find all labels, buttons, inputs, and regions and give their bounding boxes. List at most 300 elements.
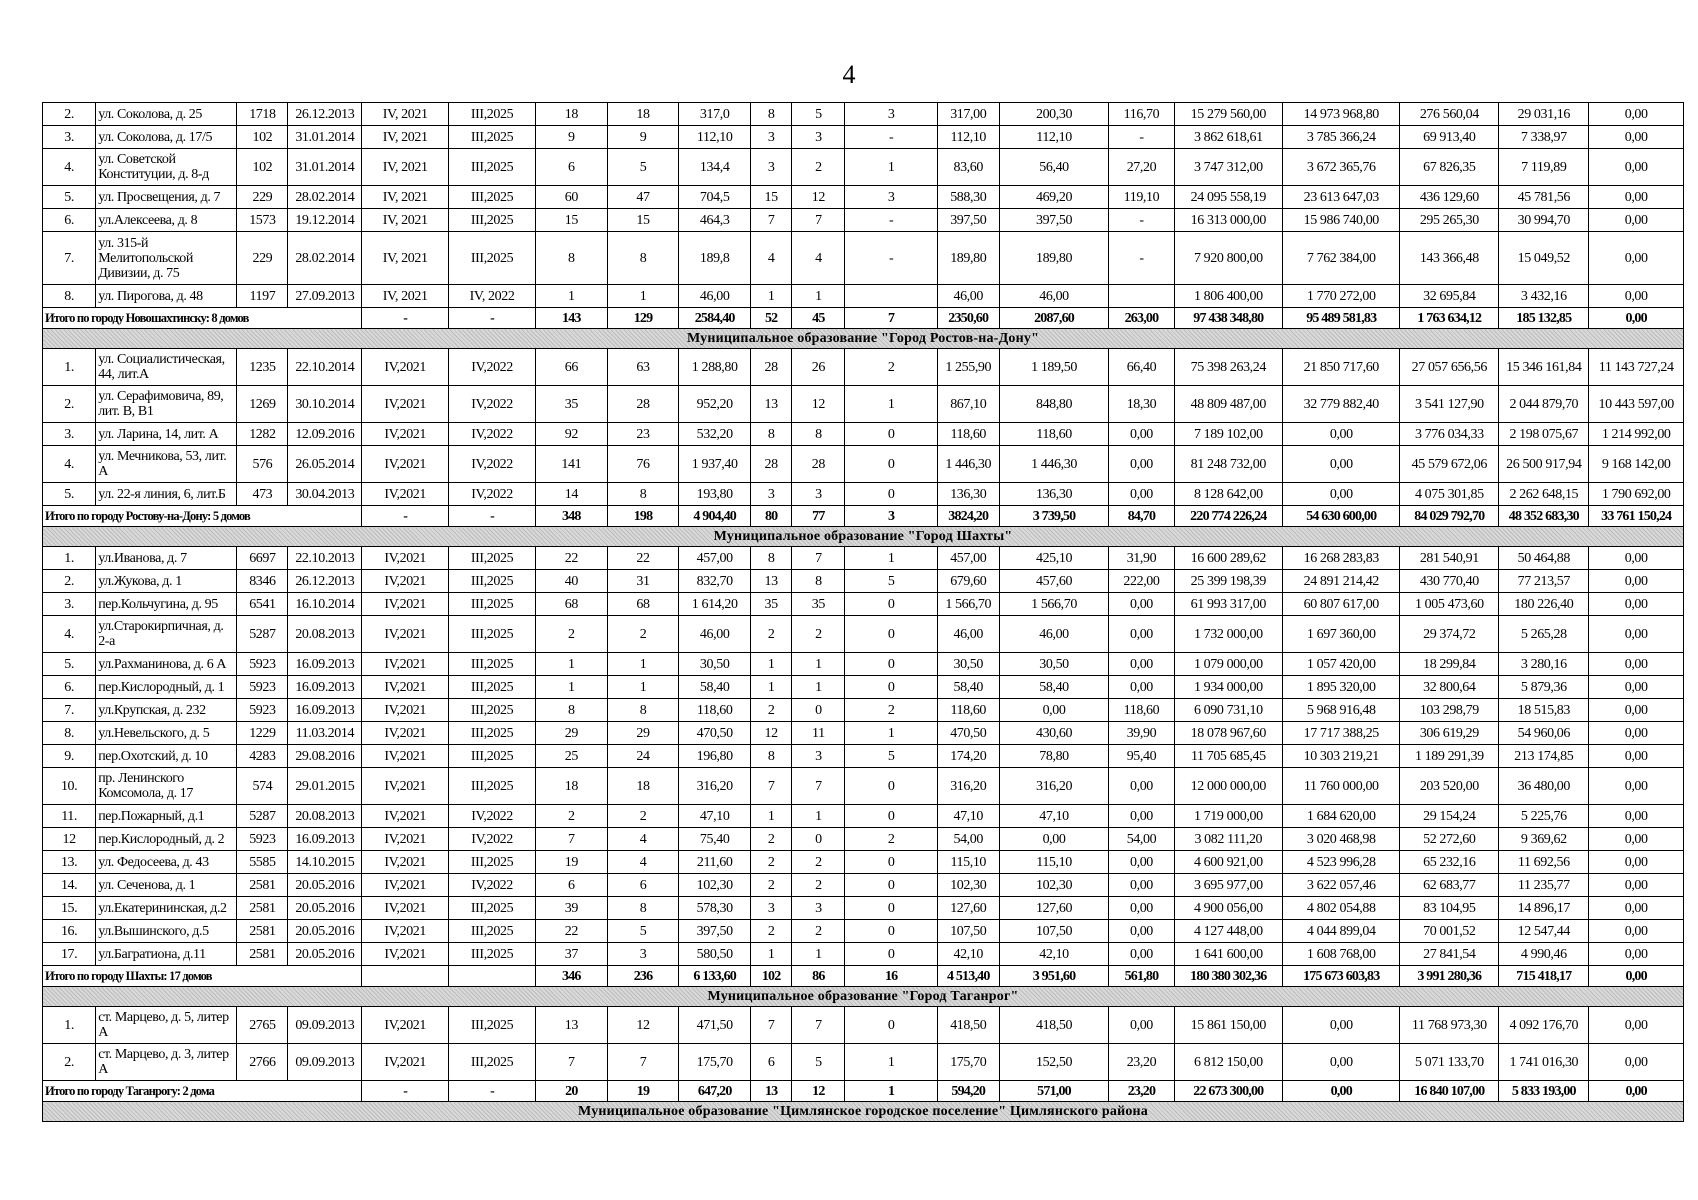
table-cell: 4.: [43, 149, 96, 186]
table-cell: 222,00: [1109, 570, 1174, 593]
address-cell: ул.Багратиона, д.11: [96, 943, 237, 966]
table-cell: 1 732 000,00: [1174, 616, 1283, 653]
table-cell: 0,00: [1589, 699, 1684, 722]
table-cell: 12 547,44: [1499, 920, 1589, 943]
table-cell: 29 374,72: [1400, 616, 1499, 653]
table-cell: 1: [792, 943, 845, 966]
table-cell: -: [845, 232, 937, 285]
table-cell: 112,10: [937, 126, 999, 149]
section-header-row: [43, 527, 1684, 547]
table-cell: 11 692,56: [1499, 851, 1589, 874]
table-cell: 2: [536, 805, 608, 828]
total-cell: 16 840 107,00: [1400, 1081, 1499, 1102]
table-cell: 16.09.2013: [288, 828, 362, 851]
table-cell: 2.: [43, 570, 96, 593]
table-cell: 18: [536, 103, 608, 126]
table-cell: 3 862 618,61: [1174, 126, 1283, 149]
table-cell: 36 480,00: [1499, 768, 1589, 805]
table-cell: 5 265,28: [1499, 616, 1589, 653]
table-cell: 1 641 600,00: [1174, 943, 1283, 966]
table-cell: 4: [607, 851, 679, 874]
table-cell: 28: [792, 446, 845, 483]
table-cell: 1: [845, 547, 937, 570]
address-cell: ст. Марцево, д. 3, литер А: [96, 1044, 237, 1081]
table-cell: 09.09.2013: [288, 1044, 362, 1081]
total-cell: 220 774 226,24: [1174, 506, 1283, 527]
table-cell: 16 313 000,00: [1174, 209, 1283, 232]
table-cell: 9.: [43, 745, 96, 768]
table-cell: 2: [751, 920, 792, 943]
table-cell: 54 960,06: [1499, 722, 1589, 745]
table-cell: 4 600 921,00: [1174, 851, 1283, 874]
table-cell: 6.: [43, 209, 96, 232]
table-row: [43, 593, 1684, 616]
table-cell: 175,70: [937, 1044, 999, 1081]
table-cell: 17 717 388,25: [1283, 722, 1400, 745]
table-cell: 5585: [237, 851, 288, 874]
address-cell: пр. Ленинского Комсомола, д. 17: [96, 768, 237, 805]
table-cell: 1 719 000,00: [1174, 805, 1283, 828]
table-cell: 2: [751, 874, 792, 897]
table-cell: 7: [751, 1007, 792, 1044]
table-cell: 12: [43, 828, 96, 851]
table-cell: III,2025: [449, 570, 536, 593]
table-cell: 5287: [237, 805, 288, 828]
table-cell: 5287: [237, 616, 288, 653]
table-cell: 30 994,70: [1499, 209, 1589, 232]
table-cell: 81 248 732,00: [1174, 446, 1283, 483]
address-cell: пер.Пожарный, д.1: [96, 805, 237, 828]
table-cell: III,2025: [449, 103, 536, 126]
address-cell: ул.Крупская, д. 232: [96, 699, 237, 722]
table-cell: 425,10: [999, 547, 1109, 570]
table-cell: 0,00: [1109, 593, 1174, 616]
total-row: [43, 1081, 1684, 1102]
table-cell: IV,2021: [362, 828, 449, 851]
total-cell: 0,00: [1589, 1081, 1684, 1102]
table-cell: 46,00: [999, 285, 1109, 308]
table-cell: 3 785 366,24: [1283, 126, 1400, 149]
total-cell: 54 630 600,00: [1283, 506, 1400, 527]
table-cell: 8: [607, 699, 679, 722]
table-cell: 09.09.2013: [288, 1007, 362, 1044]
address-cell: ул.Иванова, д. 7: [96, 547, 237, 570]
table-cell: 4: [792, 232, 845, 285]
table-row: [43, 805, 1684, 828]
table-cell: 7 189 102,00: [1174, 423, 1283, 446]
table-cell: 2: [751, 828, 792, 851]
table-cell: IV,2021: [362, 722, 449, 745]
table-cell: 14: [536, 483, 608, 506]
table-cell: IV,2021: [362, 676, 449, 699]
table-cell: 848,80: [999, 386, 1109, 423]
table-cell: 0,00: [1589, 768, 1684, 805]
address-cell: ул. 315-й Мелитопольской Дивизии, д. 75: [96, 232, 237, 285]
table-cell: 4: [607, 828, 679, 851]
table-cell: IV,2022: [449, 483, 536, 506]
table-cell: 26 500 917,94: [1499, 446, 1589, 483]
table-cell: 77 213,57: [1499, 570, 1589, 593]
table-cell: IV,2021: [362, 570, 449, 593]
table-cell: 75 398 263,24: [1174, 349, 1283, 386]
table-cell: IV, 2021: [362, 209, 449, 232]
table-cell: 4 523 996,28: [1283, 851, 1400, 874]
table-row: [43, 149, 1684, 186]
table-cell: 1: [845, 722, 937, 745]
table-cell: 1: [845, 1044, 937, 1081]
table-cell: 0,00: [1589, 943, 1684, 966]
total-cell: 52: [751, 308, 792, 329]
table-cell: 5 968 916,48: [1283, 699, 1400, 722]
table-cell: 8346: [237, 570, 288, 593]
total-cell: 12: [792, 1081, 845, 1102]
table-cell: III,2025: [449, 653, 536, 676]
table-cell: 12.09.2016: [288, 423, 362, 446]
table-cell: 6: [536, 149, 608, 186]
table-cell: 46,00: [999, 616, 1109, 653]
table-cell: 20.08.2013: [288, 805, 362, 828]
address-cell: ул. Советской Конституции, д. 8-д: [96, 149, 237, 186]
table-cell: 11 235,77: [1499, 874, 1589, 897]
address-cell: ул. Социалистическая, 44, лит.А: [96, 349, 237, 386]
table-cell: 3 747 312,00: [1174, 149, 1283, 186]
total-cell: 77: [792, 506, 845, 527]
total-cell: 3 739,50: [999, 506, 1109, 527]
table-cell: IV,2022: [449, 423, 536, 446]
table-cell: 50 464,88: [1499, 547, 1589, 570]
table-cell: 102: [237, 149, 288, 186]
table-cell: IV,2021: [362, 920, 449, 943]
total-cell: 180 380 302,36: [1174, 966, 1283, 987]
table-cell: 193,80: [679, 483, 751, 506]
table-cell: 295 265,30: [1400, 209, 1499, 232]
table-cell: 0,00: [1109, 943, 1174, 966]
total-cell: 0,00: [1283, 1081, 1400, 1102]
table-cell: 0,00: [1283, 483, 1400, 506]
table-cell: 9: [607, 126, 679, 149]
table-cell: 46,00: [679, 285, 751, 308]
total-cell: 4 904,40: [679, 506, 751, 527]
section-title: Муниципальное образование "Цимлянское городское поселение" Цимлянского района: [43, 1102, 1684, 1122]
table-cell: 0,00: [1589, 126, 1684, 149]
table-cell: 7: [792, 209, 845, 232]
table-cell: 0,00: [1109, 446, 1174, 483]
table-cell: 0: [845, 943, 937, 966]
table-cell: 3 672 365,76: [1283, 149, 1400, 186]
table-cell: 1: [751, 943, 792, 966]
table-cell: 2: [792, 874, 845, 897]
table-cell: 5: [845, 570, 937, 593]
address-cell: пер.Кислородный, д. 2: [96, 828, 237, 851]
table-cell: IV,2022: [449, 828, 536, 851]
table-cell: 0,00: [1109, 653, 1174, 676]
table-cell: 141: [536, 446, 608, 483]
table-cell: 23 613 647,03: [1283, 186, 1400, 209]
table-row: [43, 745, 1684, 768]
table-cell: 1: [607, 285, 679, 308]
table-cell: 68: [536, 593, 608, 616]
table-row: [43, 209, 1684, 232]
table-cell: 471,50: [679, 1007, 751, 1044]
table-cell: 2581: [237, 943, 288, 966]
table-cell: 0,00: [1109, 897, 1174, 920]
address-cell: ул.Алексеева, д. 8: [96, 209, 237, 232]
table-cell: 10 303 219,21: [1283, 745, 1400, 768]
table-cell: 1 614,20: [679, 593, 751, 616]
table-cell: 15 861 150,00: [1174, 1007, 1283, 1044]
address-cell: ул. Федосеева, д. 43: [96, 851, 237, 874]
table-cell: -: [1109, 126, 1174, 149]
table-cell: -: [1109, 232, 1174, 285]
total-cell: 1 763 634,12: [1400, 308, 1499, 329]
table-cell: 3 776 034,33: [1400, 423, 1499, 446]
table-cell: 4.: [43, 446, 96, 483]
table-cell: 1: [845, 386, 937, 423]
table-cell: 35: [792, 593, 845, 616]
total-cell: 4 513,40: [937, 966, 999, 987]
table-cell: 102,30: [937, 874, 999, 897]
table-cell: 1: [751, 805, 792, 828]
table-cell: 1 741 016,30: [1499, 1044, 1589, 1081]
table-cell: 16.10.2014: [288, 593, 362, 616]
table-cell: 6697: [237, 547, 288, 570]
table-cell: IV,2022: [449, 805, 536, 828]
table-cell: 134,4: [679, 149, 751, 186]
table-cell: 112,10: [679, 126, 751, 149]
table-cell: 26.05.2014: [288, 446, 362, 483]
table-cell: IV,2021: [362, 483, 449, 506]
table-body: [43, 103, 1684, 1122]
total-cell: 48 352 683,30: [1499, 506, 1589, 527]
table-cell: IV,2021: [362, 943, 449, 966]
table-cell: 213 174,85: [1499, 745, 1589, 768]
table-row: [43, 1044, 1684, 1081]
total-cell: 2584,40: [679, 308, 751, 329]
table-cell: 15 346 161,84: [1499, 349, 1589, 386]
table-cell: 5923: [237, 699, 288, 722]
table-cell: 1: [536, 676, 608, 699]
table-cell: 54,00: [937, 828, 999, 851]
table-cell: 317,0: [679, 103, 751, 126]
table-cell: 1 214 992,00: [1589, 423, 1684, 446]
table-cell: 29 154,24: [1400, 805, 1499, 828]
table-cell: 18 078 967,60: [1174, 722, 1283, 745]
table-cell: 4 802 054,88: [1283, 897, 1400, 920]
table-cell: IV,2021: [362, 423, 449, 446]
table-cell: 1: [607, 653, 679, 676]
table-cell: 1: [751, 653, 792, 676]
total-cell: 1: [845, 1081, 937, 1102]
table-cell: 0,00: [1589, 149, 1684, 186]
table-cell: 107,50: [937, 920, 999, 943]
total-cell: 143: [536, 308, 608, 329]
table-cell: 61 993 317,00: [1174, 593, 1283, 616]
table-cell: 103 298,79: [1400, 699, 1499, 722]
table-cell: 0: [845, 423, 937, 446]
address-cell: ул.Вышинского, д.5: [96, 920, 237, 943]
total-cell: 6 133,60: [679, 966, 751, 987]
table-cell: 0,00: [1589, 920, 1684, 943]
table-cell: 25 399 198,39: [1174, 570, 1283, 593]
table-cell: 39,90: [1109, 722, 1174, 745]
table-cell: 54,00: [1109, 828, 1174, 851]
table-cell: 3 695 977,00: [1174, 874, 1283, 897]
table-cell: 24 095 558,19: [1174, 186, 1283, 209]
table-cell: 136,30: [937, 483, 999, 506]
table-cell: 0,00: [1589, 745, 1684, 768]
table-cell: 102,30: [999, 874, 1109, 897]
table-cell: 29.01.2015: [288, 768, 362, 805]
table-cell: 0: [845, 897, 937, 920]
table-cell: IV,2021: [362, 386, 449, 423]
table-cell: 8: [607, 897, 679, 920]
table-cell: III,2025: [449, 547, 536, 570]
table-row: [43, 676, 1684, 699]
table-cell: 7: [607, 1044, 679, 1081]
table-cell: 47,10: [937, 805, 999, 828]
table-cell: 56,40: [999, 149, 1109, 186]
table-cell: 0: [845, 653, 937, 676]
table-cell: III,2025: [449, 1044, 536, 1081]
table-cell: IV, 2021: [362, 232, 449, 285]
table-row: [43, 547, 1684, 570]
table-cell: 0,00: [1589, 874, 1684, 897]
total-cell: 97 438 348,80: [1174, 308, 1283, 329]
table-cell: 22.10.2013: [288, 547, 362, 570]
table-cell: 18: [607, 768, 679, 805]
table-cell: 0,00: [1589, 209, 1684, 232]
table-cell: 1 684 620,00: [1283, 805, 1400, 828]
table-cell: 75,40: [679, 828, 751, 851]
table-cell: 15: [751, 186, 792, 209]
table-cell: IV, 2021: [362, 103, 449, 126]
table-cell: 29: [607, 722, 679, 745]
table-cell: 3: [792, 745, 845, 768]
table-cell: 102: [237, 126, 288, 149]
table-cell: 19: [536, 851, 608, 874]
table-cell: 3: [751, 897, 792, 920]
total-cell: 263,00: [1109, 308, 1174, 329]
table-cell: 29.08.2016: [288, 745, 362, 768]
table-cell: 1 608 768,00: [1283, 943, 1400, 966]
table-cell: 2: [792, 920, 845, 943]
table-row: [43, 386, 1684, 423]
table-cell: 0,00: [1109, 874, 1174, 897]
total-cell: 84 029 792,70: [1400, 506, 1499, 527]
table-cell: 0: [845, 446, 937, 483]
table-cell: 27 057 656,56: [1400, 349, 1499, 386]
table-cell: 0,00: [1109, 920, 1174, 943]
table-cell: 3: [792, 897, 845, 920]
table-cell: 26.12.2013: [288, 103, 362, 126]
table-row: [43, 699, 1684, 722]
total-cell: 185 132,85: [1499, 308, 1589, 329]
table-cell: IV,2021: [362, 897, 449, 920]
table-row: [43, 285, 1684, 308]
table-cell: 316,20: [937, 768, 999, 805]
table-cell: 0,00: [1589, 285, 1684, 308]
table-cell: 189,80: [937, 232, 999, 285]
table-cell: 12: [792, 186, 845, 209]
table-cell: IV,2021: [362, 1044, 449, 1081]
table-cell: 1 288,80: [679, 349, 751, 386]
table-cell: IV,2021: [362, 805, 449, 828]
table-cell: 152,50: [999, 1044, 1109, 1081]
table-cell: 2581: [237, 920, 288, 943]
address-cell: ул. Пирогова, д. 48: [96, 285, 237, 308]
address-cell: пер.Кольчугина, д. 95: [96, 593, 237, 616]
table-cell: 7 119,89: [1499, 149, 1589, 186]
total-cell: 198: [607, 506, 679, 527]
address-cell: пер.Охотский, д. 10: [96, 745, 237, 768]
table-cell: 48 809 487,00: [1174, 386, 1283, 423]
table-cell: 30,50: [999, 653, 1109, 676]
table-cell: 1 934 000,00: [1174, 676, 1283, 699]
table-cell: 5923: [237, 828, 288, 851]
table-cell: 32 779 882,40: [1283, 386, 1400, 423]
table-row: [43, 423, 1684, 446]
table-cell: 27.09.2013: [288, 285, 362, 308]
table-cell: 0: [845, 1007, 937, 1044]
table-cell: 5 225,76: [1499, 805, 1589, 828]
table-cell: 0,00: [1589, 1007, 1684, 1044]
table-row: [43, 943, 1684, 966]
table-cell: 18: [536, 768, 608, 805]
table-cell: 6 090 731,10: [1174, 699, 1283, 722]
table-cell: 11: [792, 722, 845, 745]
table-cell: 397,50: [999, 209, 1109, 232]
table-cell: 29 031,16: [1499, 103, 1589, 126]
table-cell: 3: [792, 483, 845, 506]
table-cell: 316,20: [999, 768, 1109, 805]
table-row: [43, 570, 1684, 593]
table-cell: 15 279 560,00: [1174, 103, 1283, 126]
table-cell: 1229: [237, 722, 288, 745]
table-cell: 24: [607, 745, 679, 768]
total-cell: 5 833 193,00: [1499, 1081, 1589, 1102]
table-cell: 46,00: [937, 616, 999, 653]
address-cell: ул. Сеченова, д. 1: [96, 874, 237, 897]
table-cell: -: [845, 209, 937, 232]
table-cell: 13: [751, 570, 792, 593]
table-cell: 11.03.2014: [288, 722, 362, 745]
table-cell: 189,8: [679, 232, 751, 285]
table-cell: 2: [845, 699, 937, 722]
table-cell: [845, 285, 937, 308]
table-cell: 430 770,40: [1400, 570, 1499, 593]
table-cell: III,2025: [449, 745, 536, 768]
address-cell: ул. Мечникова, 53, лит. А: [96, 446, 237, 483]
table-cell: 5.: [43, 186, 96, 209]
total-cell: 23,20: [1109, 1081, 1174, 1102]
table-cell: 4: [751, 232, 792, 285]
table-cell: 418,50: [937, 1007, 999, 1044]
table-cell: 1 806 400,00: [1174, 285, 1283, 308]
table-cell: IV,2021: [362, 616, 449, 653]
table-cell: 11.: [43, 805, 96, 828]
table-cell: III,2025: [449, 149, 536, 186]
table-cell: 397,50: [679, 920, 751, 943]
total-cell: 3824,20: [937, 506, 999, 527]
table-cell: 229: [237, 186, 288, 209]
table-cell: 0,00: [1589, 103, 1684, 126]
table-cell: 0,00: [1589, 676, 1684, 699]
table-cell: 83,60: [937, 149, 999, 186]
table-cell: 0: [845, 851, 937, 874]
table-cell: 22: [607, 547, 679, 570]
table-cell: 0: [845, 874, 937, 897]
table-cell: 25: [536, 745, 608, 768]
